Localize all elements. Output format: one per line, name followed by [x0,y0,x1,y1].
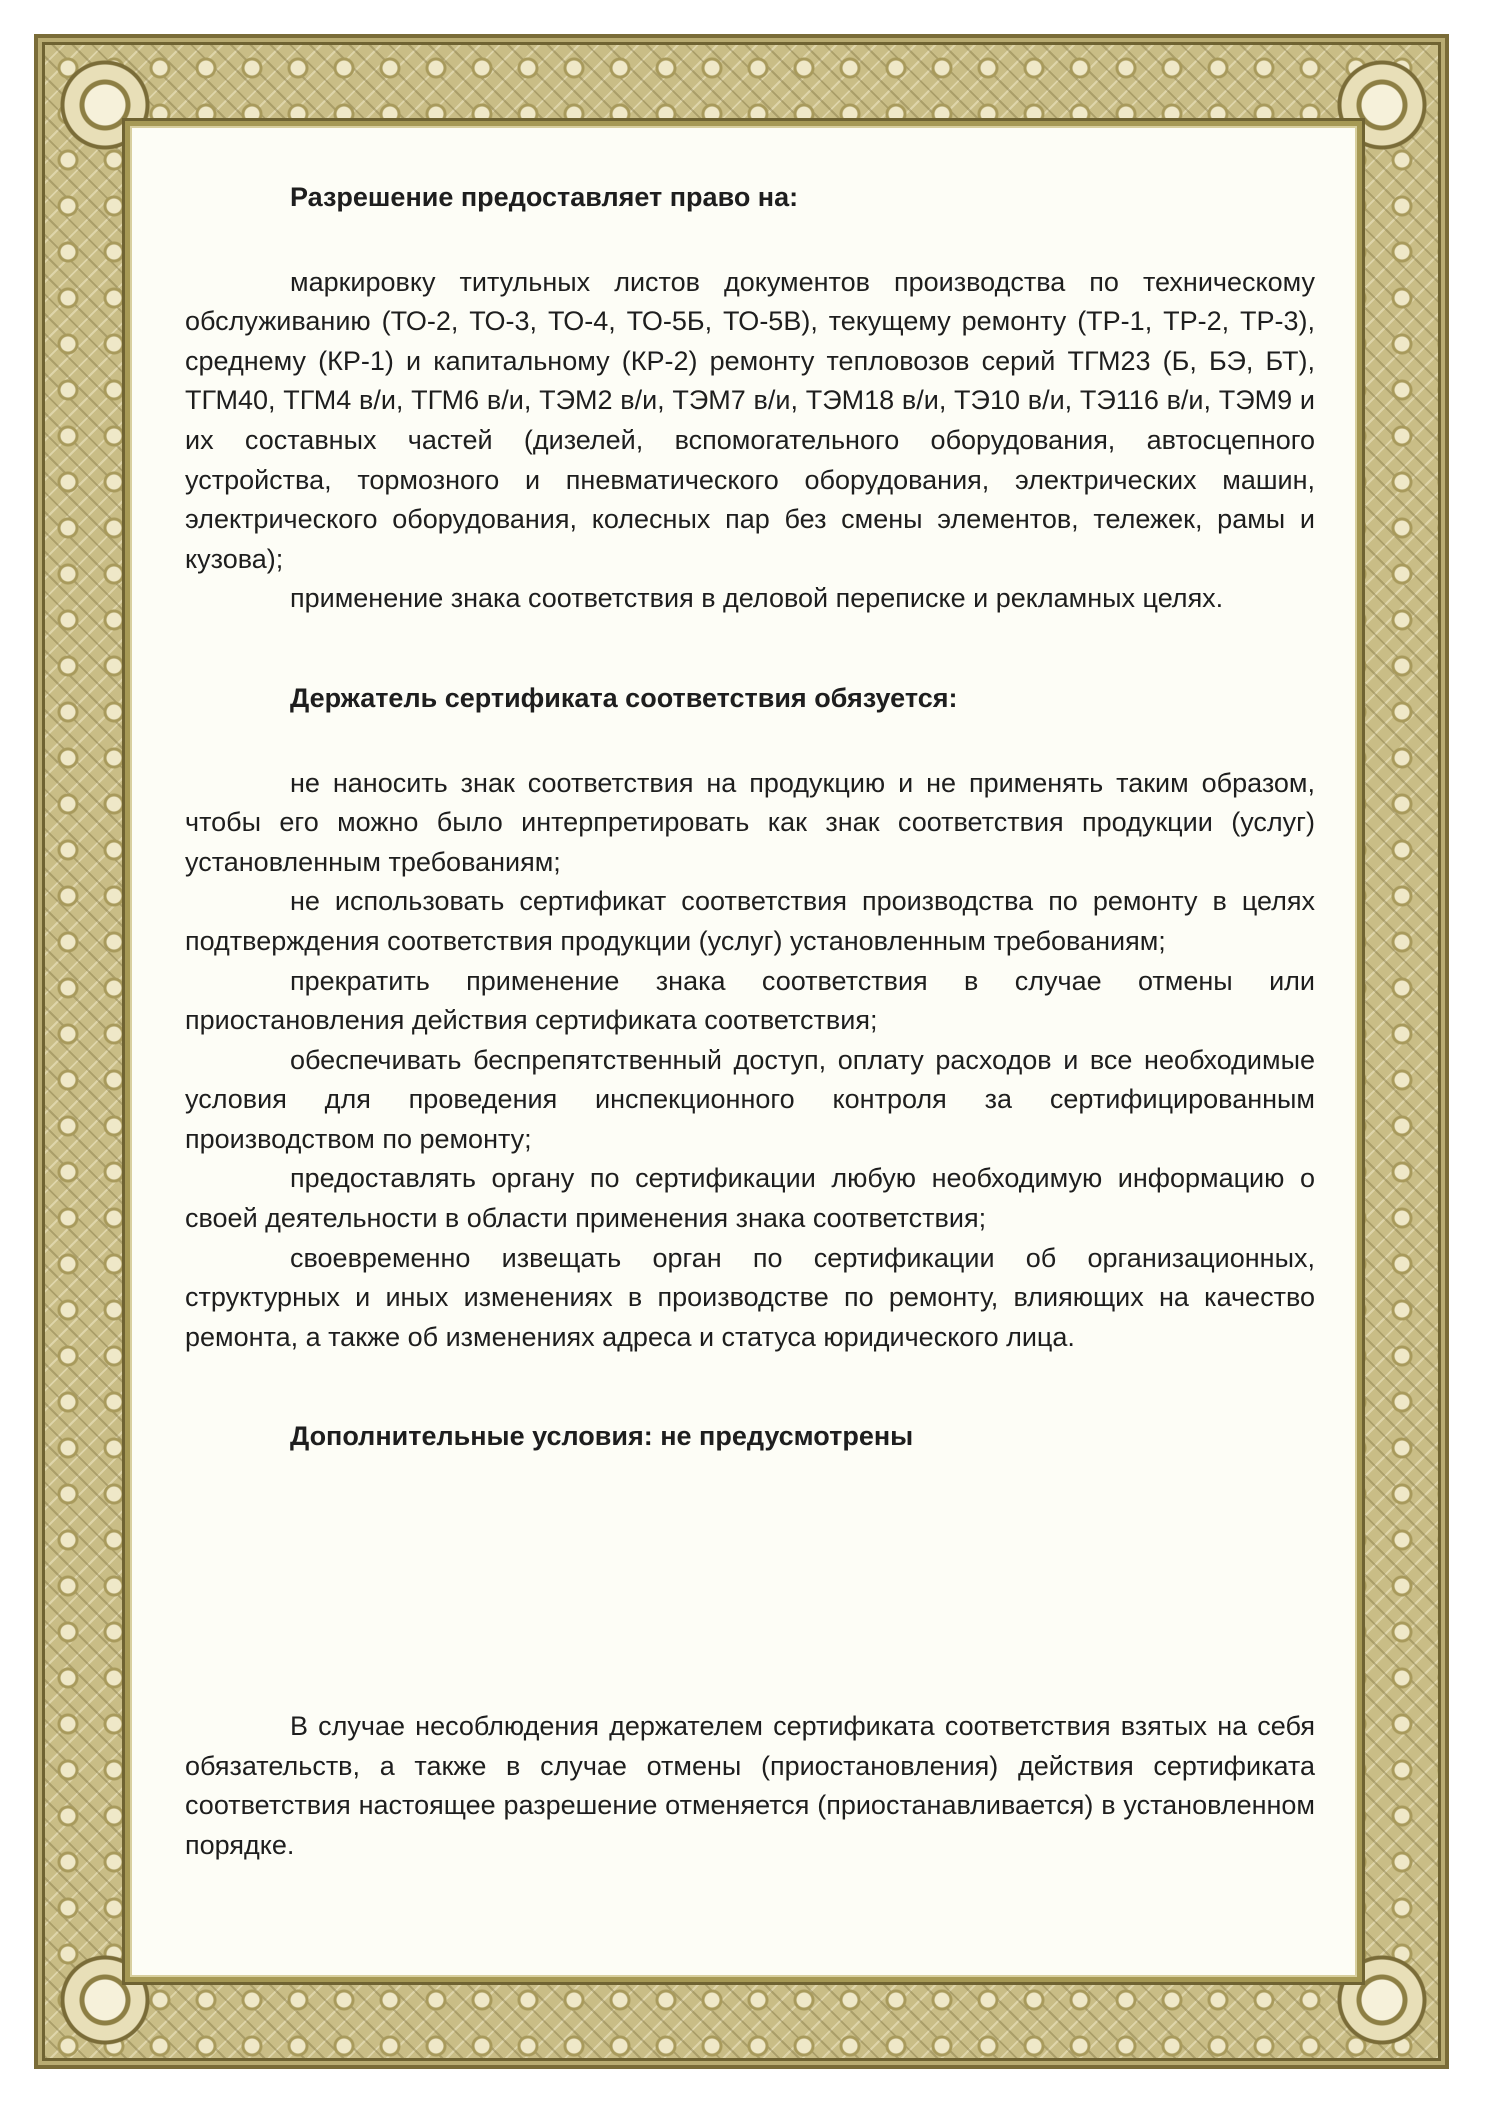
document-body [185,178,1315,1865]
additional-conditions: Дополнительные условия: не предусмотрены [290,1421,914,1452]
rights-paragraph: применение знака соответствия в деловой переписке и рекламных целях. [290,583,1224,614]
rights-paragraph: маркировку титульных листов документов производства по техническому обслуживанию (ТО-2, ТО-3, ТО-4, ТО-5Б, ТО-5В), текущему ремонту (ТР-1, ТР-2, ТР-3), среднему (КР-1) и капитальному (КР-2) ремонту тепловозов серий ТГМ23 (Б, БЭ, БТ), ТГМ40, ТГМ4 в/и, ТГМ6 в/и, ТЭМ2 в/и, ТЭМ7 в/и, ТЭМ18 в/и, ТЭ10 в/и, ТЭ116 в/и, ТЭМ9 и их составных частей (дизелей, вспомогательного оборудования, автосцепного устройства, тормозного и пневматического оборудования, электрических машин, электрического оборудования, колесных пар без смены элементов, тележек, рамы и кузова); [185,266,1315,574]
obligation-paragraph: не наносить знак соответствия на продукцию и не применять таким образом, чтобы его можно было интерпретировать как знак соответствия продукции (услуг) установленным требованиям; [185,767,1315,877]
obligations-heading: Держатель сертификата соответствия обязуется: [290,682,958,713]
obligation-paragraph: не использовать сертификат соответствия производства по ремонту в целях подтверждения соответствия продукции (услуг) установленным требованиям; [185,886,1315,956]
obligation-paragraph: обеспечивать беспрепятственный доступ, оплату расходов и все необходимые условия для проведения инспекционного контроля за сертифицированным производством по ремонту; [185,1044,1315,1154]
obligation-paragraph: предоставлять органу по сертификации любую необходимую информацию о своей деятельности в области применения знака соответствия; [185,1163,1315,1234]
obligation-paragraph: своевременно извещать орган по сертификации об организационных, структурных и иных изменениях в производстве по ремонту, влияющих на качество ремонта, а также об изменениях адреса и статуса юридического лица. [185,1242,1315,1352]
obligation-paragraph: прекратить применение знака соответствия в случае отмены или приостановления действия сертификата соответствия; [185,965,1315,1036]
closing-paragraph: В случае несоблюдения держателем сертификата соответствия взятых на себя обязательств, а также в случае отмены (приостановления) действия сертификата соответствия настоящее разрешение отменяется (приостанавливается) в установленном порядке. [185,1711,1315,1860]
rights-heading: Разрешение предоставляет право на: [290,182,799,212]
